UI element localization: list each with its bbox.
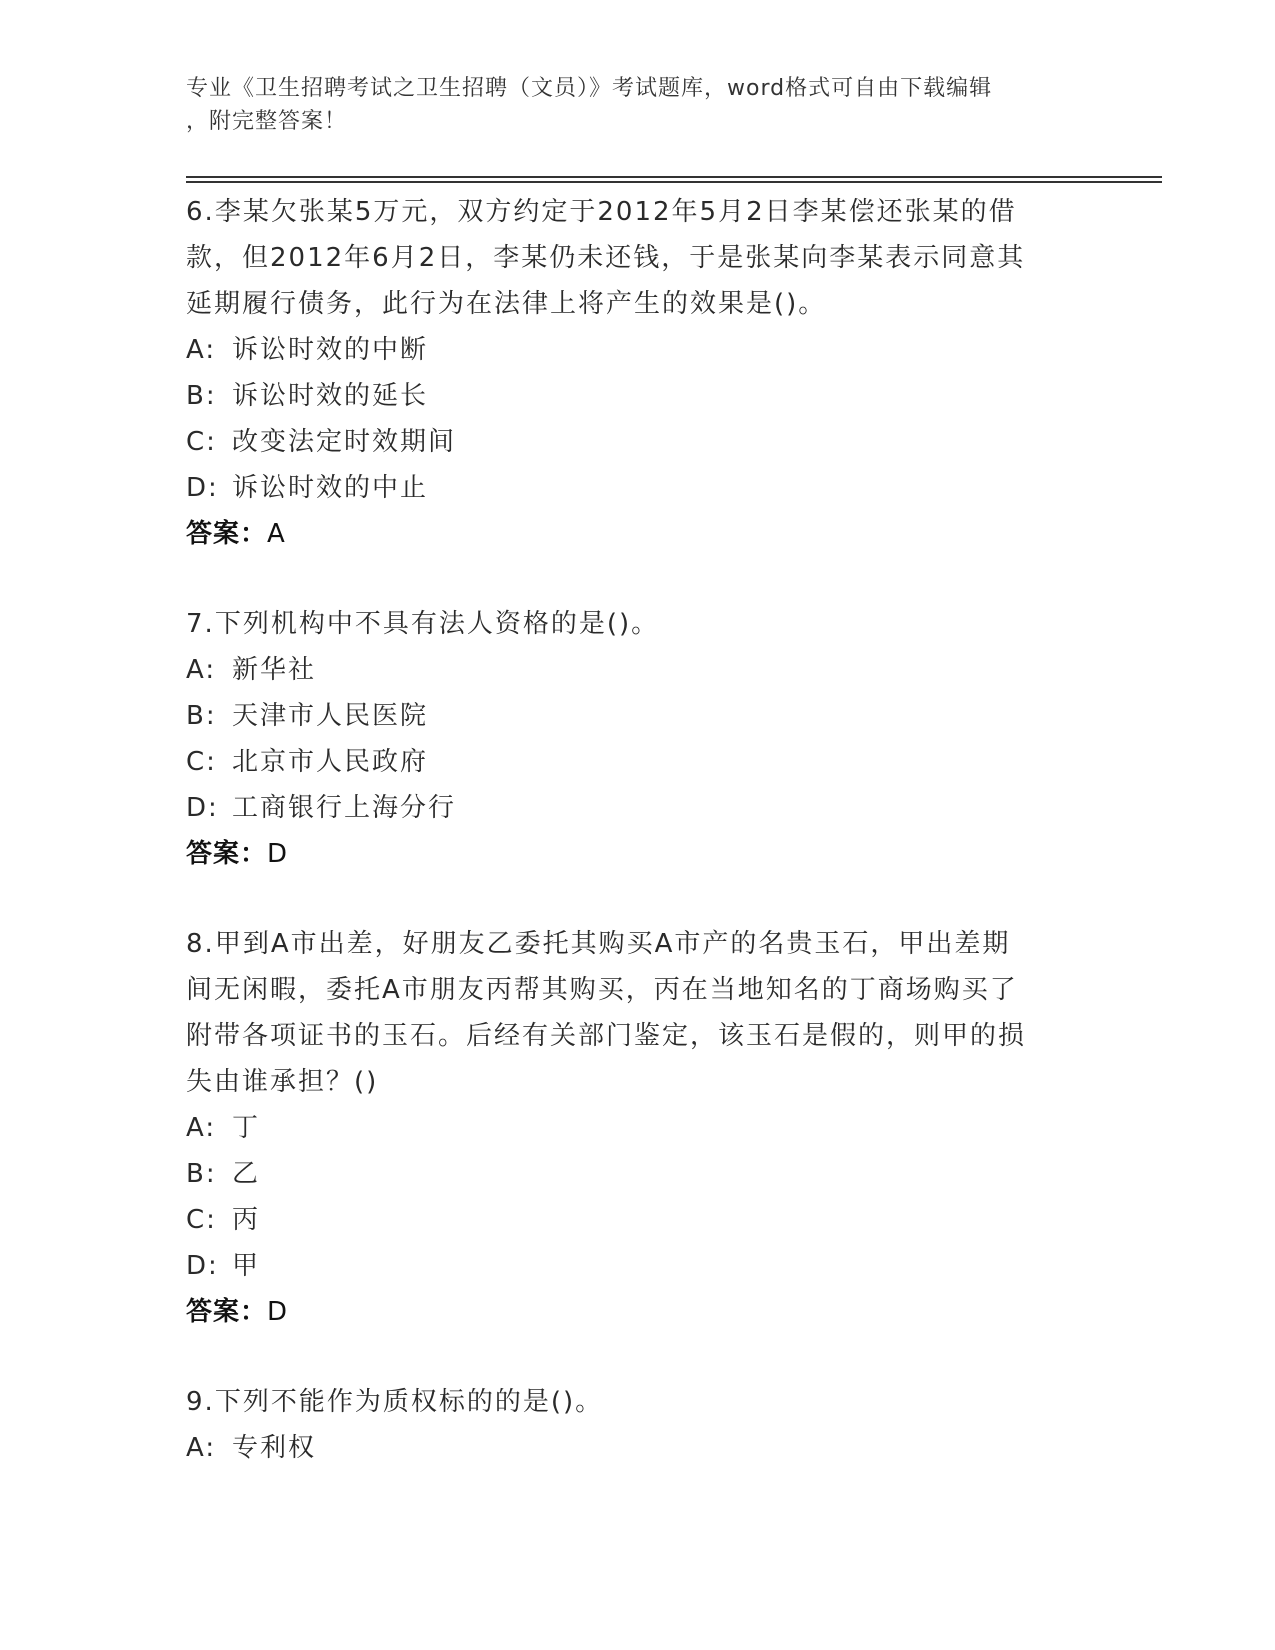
question-text-line: [186, 1059, 1086, 1105]
option-text: 诉讼时效的延长: [232, 381, 429, 411]
option-key: A:: [186, 335, 217, 365]
question-text-line: [186, 281, 1086, 327]
question-text: 甲到A市出差，好朋友乙委托其购买A市产的名贵玉石，甲出差期: [214, 929, 1011, 959]
answer-value: D: [267, 1297, 289, 1327]
answer-option: [186, 1197, 1086, 1243]
option-text: 甲: [232, 1251, 261, 1281]
option-text: 新华社: [232, 655, 317, 685]
option-text: 诉讼时效的中止: [232, 473, 429, 503]
document-header: [186, 72, 1066, 138]
question-8: [186, 921, 1086, 1335]
option-text: 工商银行上海分行: [232, 793, 457, 823]
question-text-line: [186, 1013, 1086, 1059]
option-key: D:: [186, 1251, 219, 1281]
question-text-line: [186, 189, 1086, 235]
answer-option: [186, 373, 1086, 419]
answer-line: [186, 1289, 1086, 1335]
answer-value: A: [267, 519, 286, 549]
answer-option: [186, 785, 1086, 831]
option-text: 丁: [232, 1113, 261, 1143]
header-line-2: ，附完整答案！: [186, 109, 348, 134]
question-number: 7.: [186, 609, 215, 639]
option-text: 专利权: [232, 1433, 317, 1463]
header-divider-bottom: [186, 181, 1162, 183]
option-text: 改变法定时效期间: [232, 427, 457, 457]
question-text-line: [186, 967, 1086, 1013]
option-text: 北京市人民政府: [232, 747, 429, 777]
question-text: 失由谁承担？(): [186, 1067, 379, 1097]
question-text: 李某欠张某5万元，双方约定于2012年5月2日李某偿还张某的借: [214, 197, 1017, 227]
option-key: D:: [186, 793, 219, 823]
option-key: C:: [186, 1205, 217, 1235]
answer-line: [186, 511, 1086, 557]
question-number: 8.: [186, 929, 215, 959]
answer-option: [186, 1151, 1086, 1197]
answer-option: [186, 419, 1086, 465]
option-key: A:: [186, 1113, 217, 1143]
option-key: B:: [186, 701, 217, 731]
question-text: 附带各项证书的玉石。后经有关部门鉴定，该玉石是假的，则甲的损: [186, 1021, 1027, 1051]
header-divider-top: [186, 176, 1162, 178]
option-key: A:: [186, 1433, 217, 1463]
answer-label: 答案：: [186, 1297, 268, 1327]
answer-option: [186, 1105, 1086, 1151]
option-key: C:: [186, 747, 217, 777]
answer-option: [186, 327, 1086, 373]
question-text-line: [186, 601, 1086, 647]
answer-value: D: [267, 839, 289, 869]
question-text: 下列不能作为质权标的的是()。: [214, 1387, 604, 1417]
question-text: 款，但2012年6月2日，李某仍未还钱，于是张某向李某表示同意其: [186, 243, 1026, 273]
answer-label: 答案：: [186, 519, 268, 549]
question-9: [186, 1379, 1086, 1471]
question-list: [186, 189, 1086, 1515]
answer-line: [186, 831, 1086, 877]
option-text: 丙: [232, 1205, 261, 1235]
answer-option: [186, 1425, 1086, 1471]
question-text: 下列机构中不具有法人资格的是()。: [214, 609, 660, 639]
answer-option: [186, 739, 1086, 785]
option-text: 诉讼时效的中断: [232, 335, 429, 365]
question-6: [186, 189, 1086, 557]
answer-option: [186, 465, 1086, 511]
option-key: C:: [186, 427, 217, 457]
question-number: 9.: [186, 1387, 215, 1417]
option-key: B:: [186, 1159, 217, 1189]
answer-option: [186, 693, 1086, 739]
answer-option: [186, 647, 1086, 693]
option-key: D:: [186, 473, 219, 503]
question-text: 间无闲暇，委托A市朋友丙帮其购买，丙在当地知名的丁商场购买了: [186, 975, 1018, 1005]
option-text: 天津市人民医院: [232, 701, 429, 731]
option-key: A:: [186, 655, 217, 685]
answer-option: [186, 1243, 1086, 1289]
question-7: [186, 601, 1086, 877]
option-text: 乙: [232, 1159, 261, 1189]
question-text: 延期履行债务，此行为在法律上将产生的效果是()。: [186, 289, 827, 319]
answer-label: 答案：: [186, 839, 268, 869]
option-key: B:: [186, 381, 217, 411]
header-line-1: 专业《卫生招聘考试之卫生招聘（文员）》考试题库，word格式可自由下载编辑: [186, 76, 993, 101]
question-text-line: [186, 1379, 1086, 1425]
question-text-line: [186, 235, 1086, 281]
question-number: 6.: [186, 197, 215, 227]
question-text-line: [186, 921, 1086, 967]
